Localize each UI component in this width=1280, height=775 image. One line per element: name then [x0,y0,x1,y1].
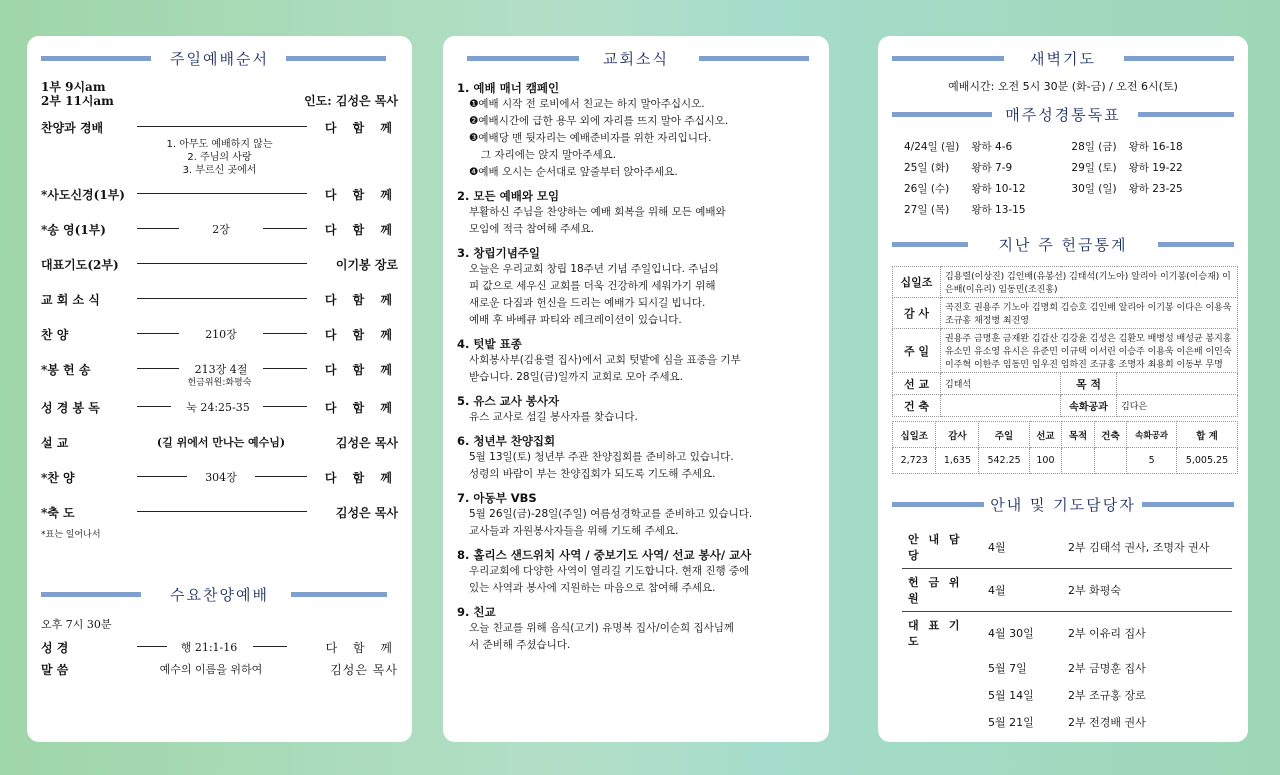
offering-title: 지난 주 헌금통계 [993,236,1134,254]
wednesday-title: 수요찬양예배 [164,586,275,604]
order-row: 찬양과 경배 다 함 께 [41,121,398,135]
dawn-title: 새벽기도 [1024,50,1102,68]
worship-panel [27,36,412,742]
order-row: 설 교 (길 위에서 만나는 예수님) 김성은 목사 [41,436,398,450]
table-row: 십일조 김용렬(이상진) 김인배(유봉선) 김태석(기노아) 알리아 이기봉(이승재) 이은배(이유리) 임동민(조진홍) [893,267,1238,298]
service-times [41,80,398,116]
table-row: 26일 (수) 왕하 10-12 30일 (일) 왕하 23-25 [904,183,1183,195]
offering-names-table [892,266,1238,417]
dawn-title-block [892,48,1234,72]
offering-stats-table [892,421,1238,474]
news-item: 4. 텃밭 표종 사회봉사부(김용렬 집사)에서 교회 텃밭에 심을 표종을 기부 받습니다. 28일(금)일까지 교회로 모아 주세요. [457,337,741,383]
news-item: 6. 청년부 찬양집회 5월 13일(토) 청년부 주관 찬양집회를 준비하고 있습니다. 성령의 바람이 부는 찬양집회가 되도록 기도해 주세요. [457,434,734,480]
order-row: *사도신경(1부) 다 함 께 [41,188,398,202]
wednesday-row: 성 경 행 21:1-16 다 함 께 [41,641,398,655]
news-item: 5. 유스 교사 봉사자 유스 교사로 섬길 봉사자를 찾습니다. [457,394,638,423]
table-row: 25일 (화) 왕하 7-9 29일 (토) 왕하 19-22 [904,162,1183,174]
order-row: 찬 양 210장 다 함 께 [41,328,398,342]
song-list: 1. 아무도 예배하지 않는 2. 주님의 사랑 3. 부르신 곳에서 [166,139,273,176]
guide-title: 안내 및 기도담당자 [984,496,1141,514]
table-row: 4/24일 (월) 왕하 4-6 28일 (금) 왕하 16-18 [904,141,1183,153]
worship-title-block [41,48,398,72]
news-panel [443,36,829,742]
news-title: 교회소식 [597,50,675,68]
service-time-2: 2부 11시am [41,94,114,108]
order-row: *봉 헌 송 213장 4절 다 함 께 [41,363,398,377]
news-item: 1. 예배 매너 캠페인 ❶예배 시작 전 로비에서 친교는 하지 말아주십시오. ❷예배시간에 급한 용무 외에 자리를 뜨지 말아 주십시오. ❸예배당 맨 뒷자리는 예배준비자를 위한 자리입니다. 그 자리에는 앉지 말아주세요. ❹예배 오시는 순서대로 앞줄부터 앉아주세요. [457,81,729,178]
table-row: 안 내 담 당 4월 2부 김태석 권사, 조명자 권사 [902,526,1232,569]
table-row: 5월 7일 2부 금명훈 집사 [988,661,1146,675]
info-panel [878,36,1248,742]
bible-title: 매주성경통독표 [999,106,1126,124]
worship-title: 주일예배순서 [164,50,275,68]
table-row: 대 표 기 도 4월 30일 2부 이유리 집사 [908,619,1146,648]
news-item: 8. 홀리스 샌드위치 사역 / 중보기도 사역/ 선교 봉사/ 교사 우리교회에 다양한 사역이 열리길 기도합니다. 현재 진행 중에 있는 사역과 봉사에 지원하는 마음으로 참여해 주세요. [457,548,752,594]
order-row: 성 경 봉 독 눅 24:25-35 다 함 께 [41,401,398,415]
table-row: 건 축 속화공과 김다은 [893,395,1238,417]
order-row: *송 영(1부) 2장 다 함 께 [41,223,398,237]
news-item: 9. 친교 오늘 친교를 위해 음식(고기) 유명복 집사/이순희 집사님께 서 준비해 주셨습니다. [457,605,735,651]
offering-title-block [892,234,1234,258]
table-row: 감 사 곡진호 권용주 기노아 김명희 김승호 김인배 알리아 이기봉 이다은 이용욱 조규홍 채정병 최진영 [893,298,1238,329]
wednesday-row: 말 씀 예수의 이름을 위하여 김성은 목사 [41,663,398,677]
table-row: 선 교 김태석 목 적 [893,373,1238,395]
table-row: 십일조 감사 주일 선교 목적 건축 속화공과 합 계 [893,422,1238,448]
news-item: 7. 아동부 VBS 5월 26일(금)-28일(주일) 여름성경학교를 준비하고 있습니다. 교사들과 자원봉사자들을 위해 기도해 주세요. [457,491,753,537]
dawn-time: 예배시간: 오전 5시 30분 (화-금) / 오전 6시(토) [948,80,1178,93]
order-row: *축 도 김성은 목사 [41,506,398,520]
table-row: 5월 14일 2부 조규홍 장로 [988,688,1146,702]
table-row: 5월 21일 2부 전경배 권사 [988,715,1146,729]
bible-title-block [892,104,1234,128]
wednesday-title-block [41,584,398,608]
service-time-1: 1부 9시am [41,80,106,94]
table-row: 2,723 1,635 542.25 100 5 5,005.25 [893,448,1238,474]
news-item: 3. 창립기념주일 오늘은 우리교회 창립 18주년 기념 주일입니다. 주님의 피 값으로 세우신 교회를 더욱 건강하게 세워가기 위해 새로운 다짐과 헌신을 드리는 예배가 되시길 빕니다. 예배 후 바베큐 파티와 레크레이션이 있습니다. [457,246,719,326]
table-row: 헌 금 위 원 4월 2부 화평숙 [902,569,1232,612]
order-row: 대표기도(2부) 이기봉 장로 [41,258,398,272]
standing-note: *표는 일어나서 [41,530,101,540]
news-item: 2. 모든 예배와 모임 부활하신 주님을 찬양하는 예배 회복을 위해 모든 예배와 모임에 적극 참여해 주세요. [457,189,726,235]
bible-reading-table [900,136,1191,220]
offering-helper: 헌금위원:화평숙 [187,378,252,388]
guide-title-block [892,494,1234,518]
order-row: *찬 양 304장 다 함 께 [41,471,398,485]
news-title-block [457,48,815,72]
wednesday-time: 오후 7시 30분 [41,618,112,631]
table-row: 주 일 권용주 금명훈 금재완 김갑산 김강윤 김성은 김환모 배병성 배성균 봉지홍 유소민 유소영 유시은 유준민 이규택 이서린 이승주 이용욱 이은배 이인숙 이주혁 이한주 임동민 임우진 임하진 조규홍 조명자 최용희 이동부 무명 [893,329,1238,373]
service-leader: 인도: 김성은 목사 [304,94,398,108]
order-row: 교 회 소 식 다 함 께 [41,293,398,307]
guide-table [902,526,1232,735]
table-row: 27일 (목) 왕하 13-15 [904,204,1026,216]
